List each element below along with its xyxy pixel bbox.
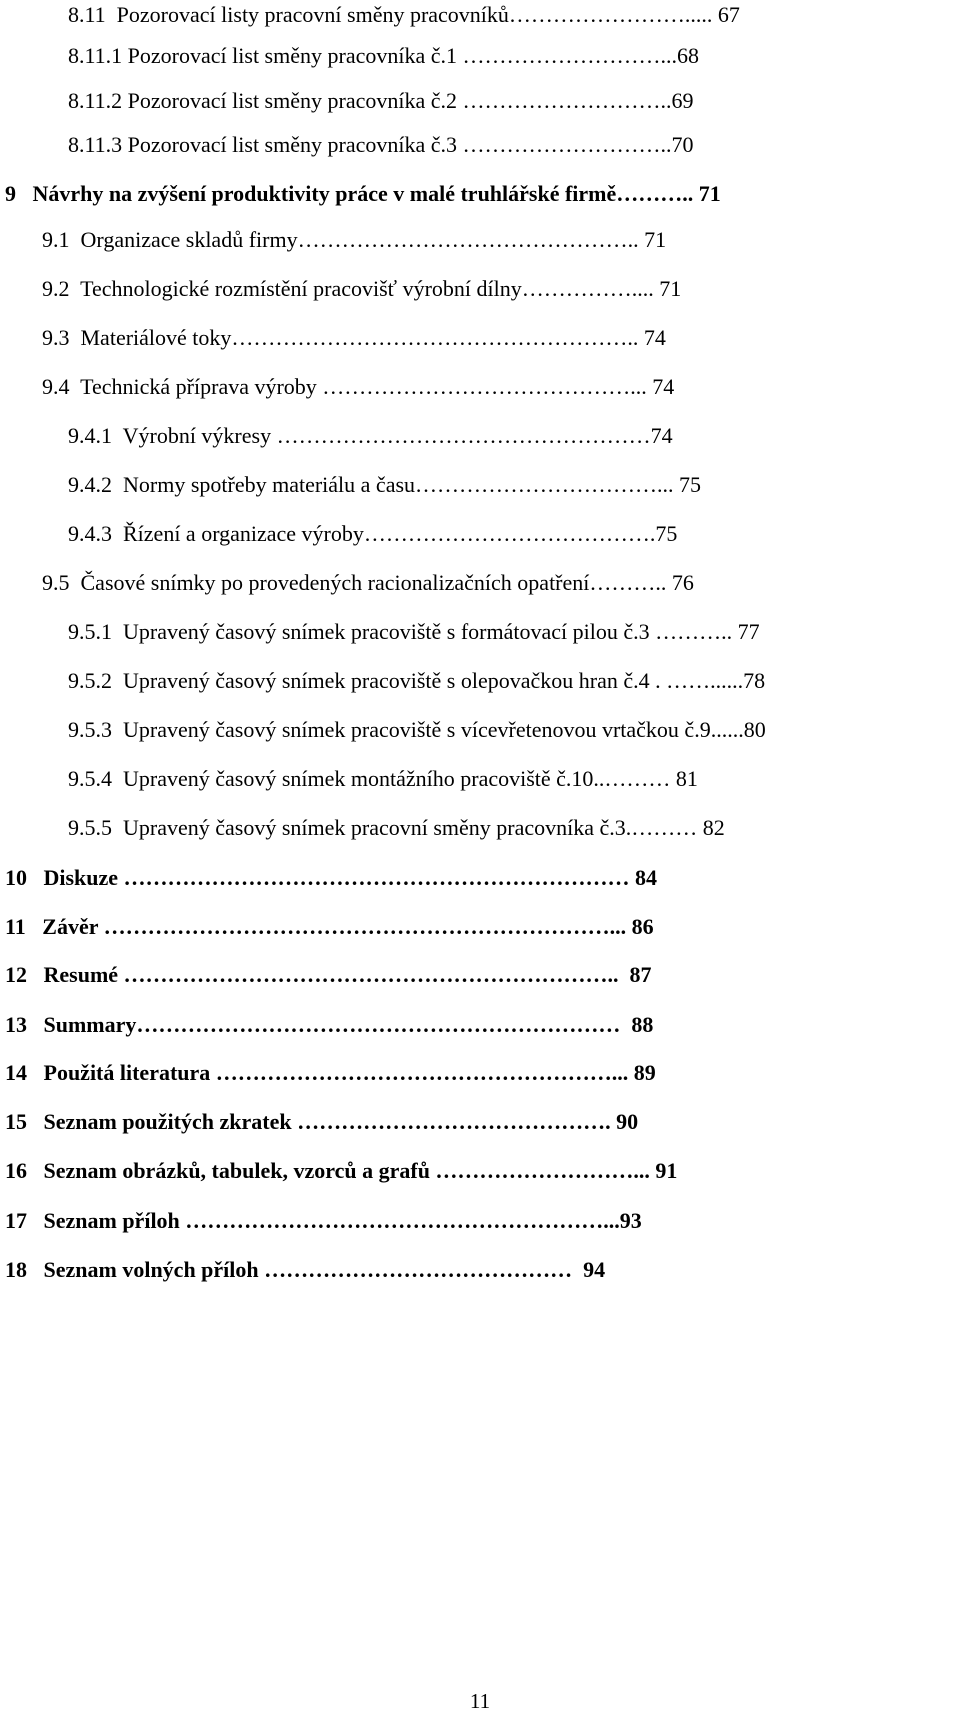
toc-entry-9-5-5: 9.5.5 Upravený časový snímek pracovní směny pracovníka č.3.……… 82 [68,815,725,840]
toc-entry-9-4: 9.4 Technická příprava výroby ……………………………………... 74 [42,374,675,399]
toc-entry-9-5-1: 9.5.1 Upravený časový snímek pracoviště s formátovací pilou č.3 ……….. 77 [68,619,760,644]
toc-entry-9-4-1: 9.4.1 Výrobní výkresy ……………………………………………74 [68,423,673,448]
toc-entry-9-4-3: 9.4.3 Řízení a organizace výroby………………………………….75 [68,521,678,546]
toc-entry-9: 9 Návrhy na zvýšení produktivity práce v malé truhlářské firmě……….. 71 [5,181,721,206]
toc-entry-8-11-1: 8.11.1 Pozorovací list směny pracovníka č.1 ………………………...68 [68,43,699,68]
toc-entry-12: 12 Resumé ………………………………………………………….. 87 [5,962,652,987]
toc-entry-9-2: 9.2 Technologické rozmístění pracovišť výrobní dílny…………….... 71 [42,276,682,301]
toc-entry-17: 17 Seznam příloh …………………………………………………...93 [5,1208,642,1233]
toc-entry-8-11-2: 8.11.2 Pozorovací list směny pracovníka č.2 ………………………..69 [68,88,694,113]
toc-entry-9-1: 9.1 Organizace skladů firmy……………………………………….. 71 [42,227,667,252]
toc-entry-9-5-2: 9.5.2 Upravený časový snímek pracoviště s olepovačkou hran č.4 . ……......78 [68,668,766,693]
toc-entry-16: 16 Seznam obrázků, tabulek, vzorců a grafů ………………………... 91 [5,1158,678,1183]
toc-entry-18: 18 Seznam volných příloh …………………………………… 94 [5,1257,606,1282]
toc-entry-10: 10 Diskuze …………………………………………………………… 84 [5,865,658,890]
toc-entry-9-5-3: 9.5.3 Upravený časový snímek pracoviště s vícevřetenovou vrtačkou č.9......80 [68,717,766,742]
toc-entry-9-5-4: 9.5.4 Upravený časový snímek montážního pracoviště č.10..……… 81 [68,766,698,791]
toc-entry-13: 13 Summary………………………………………………………… 88 [5,1012,654,1037]
toc-entry-9-4-2: 9.4.2 Normy spotřeby materiálu a času……………………………... 75 [68,472,702,497]
toc-entry-11: 11 Závěr ……………………………………………………………... 86 [5,914,654,939]
toc-entry-15: 15 Seznam použitých zkratek ……………………………………. 90 [5,1109,639,1134]
toc-entry-9-5: 9.5 Časové snímky po provedených racionalizačních opatření……….. 76 [42,570,694,595]
toc-entry-9-3: 9.3 Materiálové toky……………………………………………….. 74 [42,325,666,350]
toc-entry-14: 14 Použitá literatura ………………………………………………... 89 [5,1060,656,1085]
page-number: 11 [469,1689,491,1713]
toc-entry-8-11: 8.11 Pozorovací listy pracovní směny pracovníků……………………..... 67 [68,2,740,27]
toc-entry-8-11-3: 8.11.3 Pozorovací list směny pracovníka č.3 ………………………..70 [68,132,694,157]
